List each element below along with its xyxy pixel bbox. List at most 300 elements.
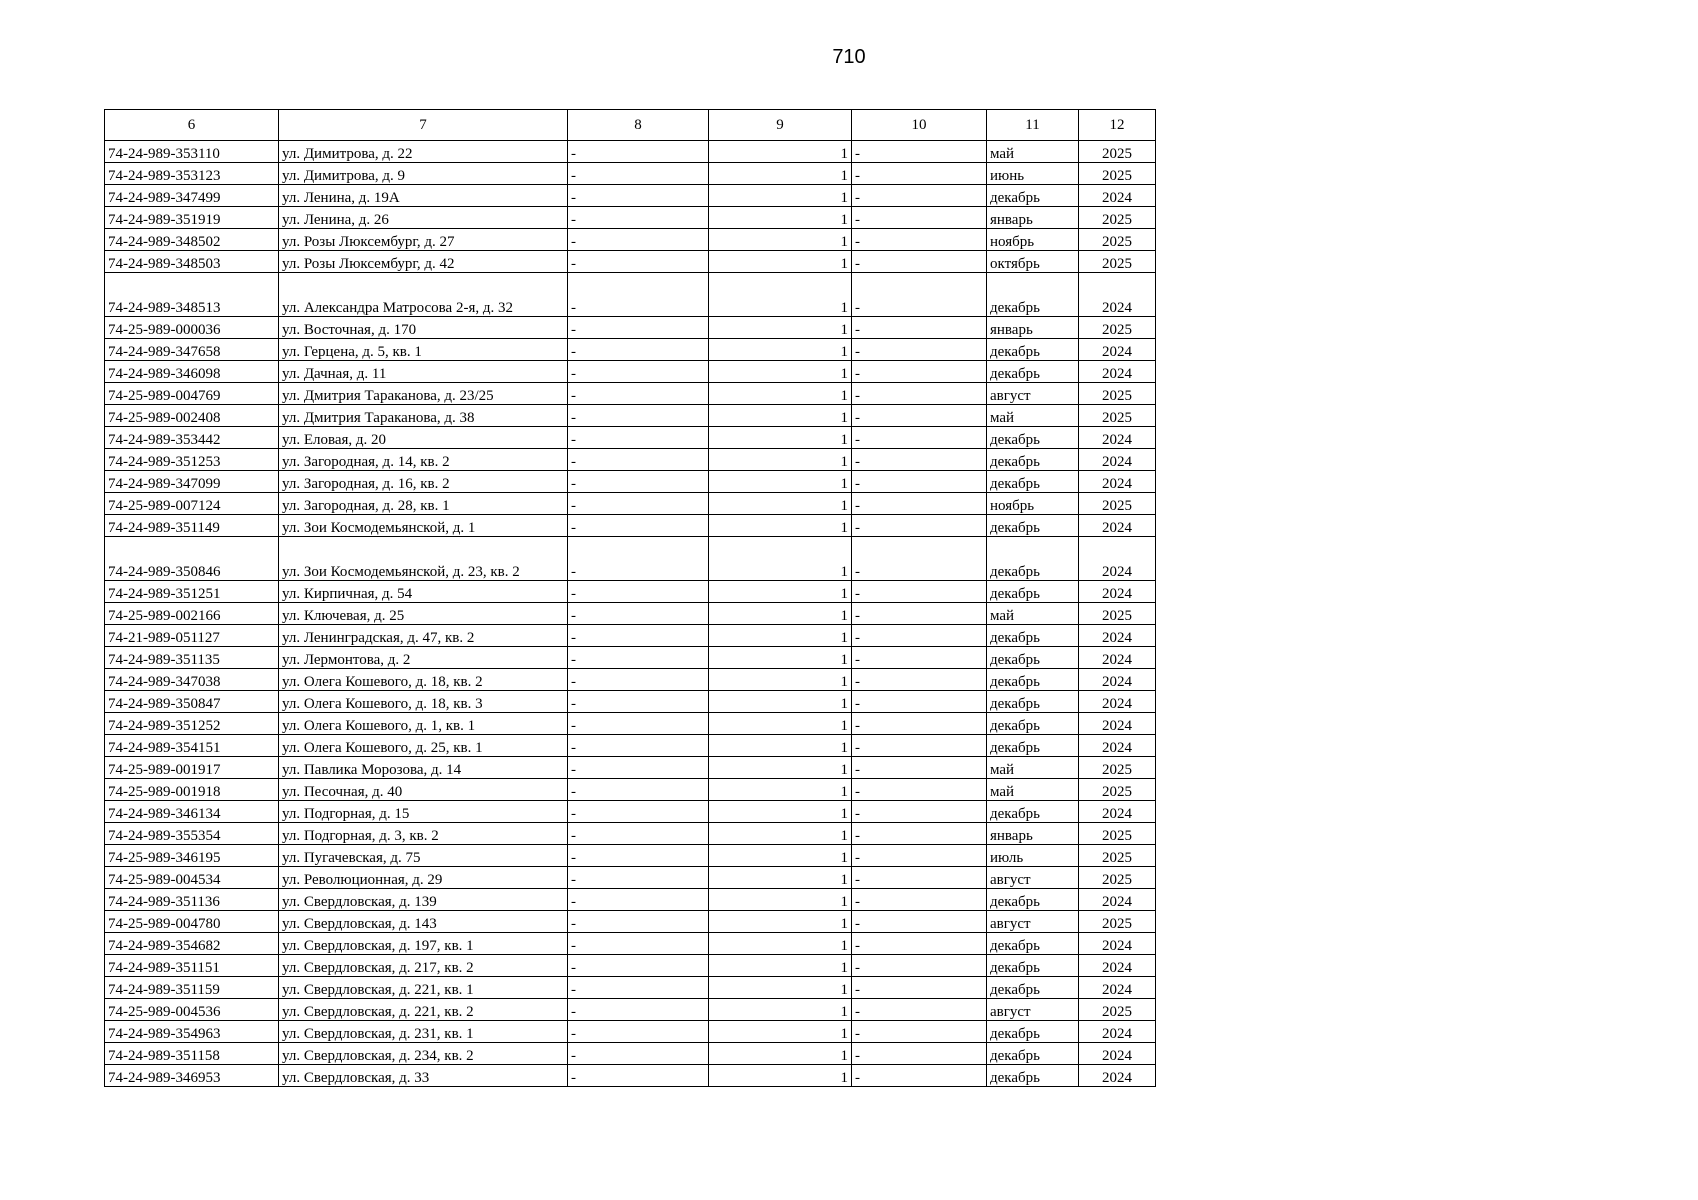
table-row xyxy=(105,515,1156,537)
year-cell: 2025 xyxy=(1079,163,1156,185)
col9-cell: 1 xyxy=(709,339,852,361)
month-cell: декабрь xyxy=(987,1043,1079,1065)
address-cell: ул. Революционная, д. 29 xyxy=(279,867,568,889)
cadastral-number-cell: 74-24-989-350846 xyxy=(105,537,279,581)
table-row xyxy=(105,537,1156,581)
year-cell: 2025 xyxy=(1079,603,1156,625)
table-row xyxy=(105,691,1156,713)
table-row xyxy=(105,229,1156,251)
table-row xyxy=(105,185,1156,207)
column-header: 7 xyxy=(279,110,568,141)
col8-cell: - xyxy=(568,471,709,493)
month-cell: август xyxy=(987,911,1079,933)
table-row xyxy=(105,735,1156,757)
year-cell: 2024 xyxy=(1079,933,1156,955)
col9-cell: 1 xyxy=(709,779,852,801)
address-cell: ул. Димитрова, д. 22 xyxy=(279,141,568,163)
column-header: 11 xyxy=(987,110,1079,141)
col8-cell: - xyxy=(568,1021,709,1043)
table-row xyxy=(105,581,1156,603)
cadastral-number-cell: 74-24-989-351251 xyxy=(105,581,279,603)
address-cell: ул. Зои Космодемьянской, д. 1 xyxy=(279,515,568,537)
col9-cell: 1 xyxy=(709,669,852,691)
year-cell: 2025 xyxy=(1079,141,1156,163)
table-row xyxy=(105,493,1156,515)
col9-cell: 1 xyxy=(709,251,852,273)
month-cell: январь xyxy=(987,317,1079,339)
address-cell: ул. Дмитрия Тараканова, д. 38 xyxy=(279,405,568,427)
cadastral-number-cell: 74-24-989-351136 xyxy=(105,889,279,911)
col8-cell: - xyxy=(568,141,709,163)
table-row xyxy=(105,603,1156,625)
month-cell: декабрь xyxy=(987,273,1079,317)
cadastral-number-cell: 74-25-989-346195 xyxy=(105,845,279,867)
cadastral-number-cell: 74-24-989-350847 xyxy=(105,691,279,713)
col10-cell: - xyxy=(852,801,987,823)
table-row xyxy=(105,317,1156,339)
col9-cell: 1 xyxy=(709,427,852,449)
col8-cell: - xyxy=(568,977,709,999)
address-cell: ул. Загородная, д. 14, кв. 2 xyxy=(279,449,568,471)
col8-cell: - xyxy=(568,339,709,361)
col8-cell: - xyxy=(568,933,709,955)
table-row xyxy=(105,801,1156,823)
table-row xyxy=(105,361,1156,383)
col9-cell: 1 xyxy=(709,273,852,317)
month-cell: ноябрь xyxy=(987,493,1079,515)
col10-cell: - xyxy=(852,1065,987,1087)
year-cell: 2024 xyxy=(1079,647,1156,669)
year-cell: 2024 xyxy=(1079,691,1156,713)
col10-cell: - xyxy=(852,735,987,757)
col10-cell: - xyxy=(852,977,987,999)
table-row xyxy=(105,625,1156,647)
table-row xyxy=(105,977,1156,999)
col10-cell: - xyxy=(852,845,987,867)
year-cell: 2024 xyxy=(1079,625,1156,647)
cadastral-number-cell: 74-25-989-004769 xyxy=(105,383,279,405)
table-row xyxy=(105,1021,1156,1043)
col10-cell: - xyxy=(852,141,987,163)
year-cell: 2024 xyxy=(1079,977,1156,999)
cadastral-number-cell: 74-24-989-348513 xyxy=(105,273,279,317)
col8-cell: - xyxy=(568,955,709,977)
year-cell: 2024 xyxy=(1079,669,1156,691)
col10-cell: - xyxy=(852,361,987,383)
month-cell: декабрь xyxy=(987,339,1079,361)
col8-cell: - xyxy=(568,647,709,669)
col9-cell: 1 xyxy=(709,603,852,625)
year-cell: 2024 xyxy=(1079,955,1156,977)
year-cell: 2024 xyxy=(1079,339,1156,361)
header-row xyxy=(105,110,1156,141)
year-cell: 2024 xyxy=(1079,361,1156,383)
cadastral-number-cell: 74-24-989-353110 xyxy=(105,141,279,163)
table-row xyxy=(105,471,1156,493)
cadastral-number-cell: 74-25-989-004536 xyxy=(105,999,279,1021)
col8-cell: - xyxy=(568,669,709,691)
month-cell: октябрь xyxy=(987,251,1079,273)
col10-cell: - xyxy=(852,999,987,1021)
table-row xyxy=(105,867,1156,889)
year-cell: 2025 xyxy=(1079,779,1156,801)
year-cell: 2024 xyxy=(1079,735,1156,757)
cadastral-number-cell: 74-24-989-347499 xyxy=(105,185,279,207)
month-cell: май xyxy=(987,405,1079,427)
month-cell: август xyxy=(987,867,1079,889)
col8-cell: - xyxy=(568,515,709,537)
table-row xyxy=(105,427,1156,449)
col10-cell: - xyxy=(852,713,987,735)
col10-cell: - xyxy=(852,449,987,471)
col9-cell: 1 xyxy=(709,383,852,405)
col10-cell: - xyxy=(852,1043,987,1065)
table-row xyxy=(105,273,1156,317)
cadastral-number-cell: 74-24-989-351252 xyxy=(105,713,279,735)
col10-cell: - xyxy=(852,779,987,801)
month-cell: декабрь xyxy=(987,537,1079,581)
address-cell: ул. Свердловская, д. 139 xyxy=(279,889,568,911)
cadastral-number-cell: 74-24-989-351919 xyxy=(105,207,279,229)
month-cell: декабрь xyxy=(987,977,1079,999)
cadastral-number-cell: 74-24-989-347038 xyxy=(105,669,279,691)
address-cell: ул. Ленинградская, д. 47, кв. 2 xyxy=(279,625,568,647)
cadastral-number-cell: 74-24-989-354682 xyxy=(105,933,279,955)
cadastral-number-cell: 74-24-989-353442 xyxy=(105,427,279,449)
col9-cell: 1 xyxy=(709,999,852,1021)
year-cell: 2024 xyxy=(1079,713,1156,735)
month-cell: май xyxy=(987,779,1079,801)
col9-cell: 1 xyxy=(709,845,852,867)
col8-cell: - xyxy=(568,1043,709,1065)
table-row xyxy=(105,339,1156,361)
col9-cell: 1 xyxy=(709,889,852,911)
address-cell: ул. Свердловская, д. 221, кв. 2 xyxy=(279,999,568,1021)
table-row xyxy=(105,889,1156,911)
col8-cell: - xyxy=(568,757,709,779)
cadastral-number-cell: 74-24-989-354151 xyxy=(105,735,279,757)
col9-cell: 1 xyxy=(709,977,852,999)
address-cell: ул. Розы Люксембург, д. 42 xyxy=(279,251,568,273)
col9-cell: 1 xyxy=(709,141,852,163)
cadastral-number-cell: 74-24-989-351158 xyxy=(105,1043,279,1065)
month-cell: декабрь xyxy=(987,1021,1079,1043)
col8-cell: - xyxy=(568,493,709,515)
col10-cell: - xyxy=(852,757,987,779)
col9-cell: 1 xyxy=(709,537,852,581)
cadastral-number-cell: 74-24-989-346098 xyxy=(105,361,279,383)
year-cell: 2025 xyxy=(1079,251,1156,273)
col9-cell: 1 xyxy=(709,229,852,251)
year-cell: 2024 xyxy=(1079,1065,1156,1087)
year-cell: 2025 xyxy=(1079,757,1156,779)
table-row xyxy=(105,757,1156,779)
col8-cell: - xyxy=(568,735,709,757)
month-cell: декабрь xyxy=(987,449,1079,471)
cadastral-number-cell: 74-24-989-348503 xyxy=(105,251,279,273)
month-cell: декабрь xyxy=(987,955,1079,977)
cadastral-number-cell: 74-24-989-351135 xyxy=(105,647,279,669)
col9-cell: 1 xyxy=(709,493,852,515)
month-cell: ноябрь xyxy=(987,229,1079,251)
address-cell: ул. Еловая, д. 20 xyxy=(279,427,568,449)
address-cell: ул. Олега Кошевого, д. 18, кв. 3 xyxy=(279,691,568,713)
col10-cell: - xyxy=(852,207,987,229)
col9-cell: 1 xyxy=(709,317,852,339)
col10-cell: - xyxy=(852,515,987,537)
year-cell: 2025 xyxy=(1079,207,1156,229)
col10-cell: - xyxy=(852,691,987,713)
column-header: 9 xyxy=(709,110,852,141)
col9-cell: 1 xyxy=(709,163,852,185)
cadastral-number-cell: 74-24-989-347099 xyxy=(105,471,279,493)
col9-cell: 1 xyxy=(709,449,852,471)
col8-cell: - xyxy=(568,163,709,185)
cadastral-number-cell: 74-24-989-351149 xyxy=(105,515,279,537)
cadastral-number-cell: 74-24-989-354963 xyxy=(105,1021,279,1043)
cadastral-number-cell: 74-25-989-001918 xyxy=(105,779,279,801)
address-cell: ул. Свердловская, д. 143 xyxy=(279,911,568,933)
table-row xyxy=(105,1043,1156,1065)
col9-cell: 1 xyxy=(709,691,852,713)
col10-cell: - xyxy=(852,339,987,361)
year-cell: 2025 xyxy=(1079,999,1156,1021)
month-cell: декабрь xyxy=(987,801,1079,823)
address-cell: ул. Дмитрия Тараканова, д. 23/25 xyxy=(279,383,568,405)
col9-cell: 1 xyxy=(709,207,852,229)
registry-table xyxy=(104,109,1156,1087)
cadastral-number-cell: 74-25-989-002408 xyxy=(105,405,279,427)
col10-cell: - xyxy=(852,603,987,625)
address-cell: ул. Свердловская, д. 33 xyxy=(279,1065,568,1087)
year-cell: 2024 xyxy=(1079,427,1156,449)
col8-cell: - xyxy=(568,229,709,251)
col8-cell: - xyxy=(568,867,709,889)
year-cell: 2024 xyxy=(1079,581,1156,603)
month-cell: декабрь xyxy=(987,185,1079,207)
month-cell: май xyxy=(987,603,1079,625)
address-cell: ул. Олега Кошевого, д. 1, кв. 1 xyxy=(279,713,568,735)
cadastral-number-cell: 74-21-989-051127 xyxy=(105,625,279,647)
column-header: 10 xyxy=(852,110,987,141)
table-row xyxy=(105,713,1156,735)
address-cell: ул. Свердловская, д. 217, кв. 2 xyxy=(279,955,568,977)
month-cell: июнь xyxy=(987,163,1079,185)
col8-cell: - xyxy=(568,427,709,449)
year-cell: 2024 xyxy=(1079,515,1156,537)
col9-cell: 1 xyxy=(709,1043,852,1065)
cadastral-number-cell: 74-24-989-351253 xyxy=(105,449,279,471)
address-cell: ул. Восточная, д. 170 xyxy=(279,317,568,339)
col8-cell: - xyxy=(568,779,709,801)
cadastral-number-cell: 74-24-989-355354 xyxy=(105,823,279,845)
cadastral-number-cell: 74-24-989-346134 xyxy=(105,801,279,823)
column-header: 12 xyxy=(1079,110,1156,141)
col10-cell: - xyxy=(852,427,987,449)
table-row xyxy=(105,933,1156,955)
month-cell: август xyxy=(987,383,1079,405)
col9-cell: 1 xyxy=(709,471,852,493)
col10-cell: - xyxy=(852,581,987,603)
year-cell: 2025 xyxy=(1079,845,1156,867)
month-cell: декабрь xyxy=(987,361,1079,383)
col8-cell: - xyxy=(568,603,709,625)
table-row xyxy=(105,405,1156,427)
col10-cell: - xyxy=(852,911,987,933)
cadastral-number-cell: 74-24-989-347658 xyxy=(105,339,279,361)
year-cell: 2024 xyxy=(1079,537,1156,581)
cadastral-number-cell: 74-24-989-346953 xyxy=(105,1065,279,1087)
col9-cell: 1 xyxy=(709,647,852,669)
cadastral-number-cell: 74-24-989-351151 xyxy=(105,955,279,977)
month-cell: июль xyxy=(987,845,1079,867)
col10-cell: - xyxy=(852,317,987,339)
address-cell: ул. Зои Космодемьянской, д. 23, кв. 2 xyxy=(279,537,568,581)
address-cell: ул. Загородная, д. 28, кв. 1 xyxy=(279,493,568,515)
col10-cell: - xyxy=(852,933,987,955)
col9-cell: 1 xyxy=(709,361,852,383)
table-row xyxy=(105,669,1156,691)
table-row xyxy=(105,647,1156,669)
col8-cell: - xyxy=(568,823,709,845)
table-row xyxy=(105,449,1156,471)
address-cell: ул. Кирпичная, д. 54 xyxy=(279,581,568,603)
col10-cell: - xyxy=(852,383,987,405)
col8-cell: - xyxy=(568,185,709,207)
cadastral-number-cell: 74-25-989-002166 xyxy=(105,603,279,625)
col8-cell: - xyxy=(568,889,709,911)
year-cell: 2024 xyxy=(1079,273,1156,317)
address-cell: ул. Димитрова, д. 9 xyxy=(279,163,568,185)
col10-cell: - xyxy=(852,229,987,251)
address-cell: ул. Подгорная, д. 3, кв. 2 xyxy=(279,823,568,845)
address-cell: ул. Ключевая, д. 25 xyxy=(279,603,568,625)
col8-cell: - xyxy=(568,317,709,339)
month-cell: декабрь xyxy=(987,427,1079,449)
year-cell: 2024 xyxy=(1079,185,1156,207)
col8-cell: - xyxy=(568,273,709,317)
column-header: 8 xyxy=(568,110,709,141)
month-cell: декабрь xyxy=(987,625,1079,647)
col9-cell: 1 xyxy=(709,625,852,647)
table-row xyxy=(105,911,1156,933)
address-cell: ул. Розы Люксембург, д. 27 xyxy=(279,229,568,251)
year-cell: 2025 xyxy=(1079,911,1156,933)
year-cell: 2025 xyxy=(1079,229,1156,251)
cadastral-number-cell: 74-24-989-351159 xyxy=(105,977,279,999)
address-cell: ул. Павлика Морозова, д. 14 xyxy=(279,757,568,779)
address-cell: ул. Свердловская, д. 234, кв. 2 xyxy=(279,1043,568,1065)
col10-cell: - xyxy=(852,537,987,581)
col10-cell: - xyxy=(852,647,987,669)
month-cell: январь xyxy=(987,207,1079,229)
col10-cell: - xyxy=(852,867,987,889)
year-cell: 2024 xyxy=(1079,1043,1156,1065)
column-header: 6 xyxy=(105,110,279,141)
col9-cell: 1 xyxy=(709,405,852,427)
cadastral-number-cell: 74-24-989-353123 xyxy=(105,163,279,185)
year-cell: 2025 xyxy=(1079,383,1156,405)
year-cell: 2025 xyxy=(1079,405,1156,427)
col10-cell: - xyxy=(852,185,987,207)
month-cell: декабрь xyxy=(987,889,1079,911)
col8-cell: - xyxy=(568,251,709,273)
month-cell: декабрь xyxy=(987,933,1079,955)
col9-cell: 1 xyxy=(709,911,852,933)
cadastral-number-cell: 74-25-989-000036 xyxy=(105,317,279,339)
col9-cell: 1 xyxy=(709,955,852,977)
table-row xyxy=(105,141,1156,163)
col8-cell: - xyxy=(568,405,709,427)
address-cell: ул. Пугачевская, д. 75 xyxy=(279,845,568,867)
cadastral-number-cell: 74-25-989-001917 xyxy=(105,757,279,779)
address-cell: ул. Свердловская, д. 197, кв. 1 xyxy=(279,933,568,955)
cadastral-number-cell: 74-25-989-004780 xyxy=(105,911,279,933)
month-cell: декабрь xyxy=(987,735,1079,757)
address-cell: ул. Свердловская, д. 221, кв. 1 xyxy=(279,977,568,999)
cadastral-number-cell: 74-24-989-348502 xyxy=(105,229,279,251)
col8-cell: - xyxy=(568,361,709,383)
col8-cell: - xyxy=(568,537,709,581)
year-cell: 2024 xyxy=(1079,1021,1156,1043)
address-cell: ул. Песочная, д. 40 xyxy=(279,779,568,801)
cadastral-number-cell: 74-25-989-004534 xyxy=(105,867,279,889)
table-row xyxy=(105,1065,1156,1087)
col8-cell: - xyxy=(568,911,709,933)
col9-cell: 1 xyxy=(709,581,852,603)
year-cell: 2024 xyxy=(1079,471,1156,493)
col9-cell: 1 xyxy=(709,713,852,735)
col8-cell: - xyxy=(568,581,709,603)
address-cell: ул. Свердловская, д. 231, кв. 1 xyxy=(279,1021,568,1043)
month-cell: август xyxy=(987,999,1079,1021)
table-row xyxy=(105,251,1156,273)
year-cell: 2025 xyxy=(1079,317,1156,339)
col9-cell: 1 xyxy=(709,933,852,955)
col9-cell: 1 xyxy=(709,757,852,779)
address-cell: ул. Ленина, д. 19А xyxy=(279,185,568,207)
col9-cell: 1 xyxy=(709,867,852,889)
month-cell: декабрь xyxy=(987,581,1079,603)
address-cell: ул. Олега Кошевого, д. 25, кв. 1 xyxy=(279,735,568,757)
col10-cell: - xyxy=(852,889,987,911)
address-cell: ул. Герцена, д. 5, кв. 1 xyxy=(279,339,568,361)
table-row xyxy=(105,163,1156,185)
table-row xyxy=(105,823,1156,845)
month-cell: декабрь xyxy=(987,647,1079,669)
col10-cell: - xyxy=(852,251,987,273)
page-number: 710 xyxy=(832,46,866,68)
month-cell: декабрь xyxy=(987,515,1079,537)
col10-cell: - xyxy=(852,955,987,977)
year-cell: 2025 xyxy=(1079,493,1156,515)
col8-cell: - xyxy=(568,801,709,823)
col9-cell: 1 xyxy=(709,735,852,757)
col8-cell: - xyxy=(568,999,709,1021)
col8-cell: - xyxy=(568,449,709,471)
col10-cell: - xyxy=(852,273,987,317)
col10-cell: - xyxy=(852,669,987,691)
col8-cell: - xyxy=(568,713,709,735)
col10-cell: - xyxy=(852,163,987,185)
year-cell: 2025 xyxy=(1079,823,1156,845)
month-cell: декабрь xyxy=(987,669,1079,691)
year-cell: 2024 xyxy=(1079,449,1156,471)
address-cell: ул. Дачная, д. 11 xyxy=(279,361,568,383)
month-cell: май xyxy=(987,757,1079,779)
month-cell: декабрь xyxy=(987,1065,1079,1087)
col9-cell: 1 xyxy=(709,1021,852,1043)
